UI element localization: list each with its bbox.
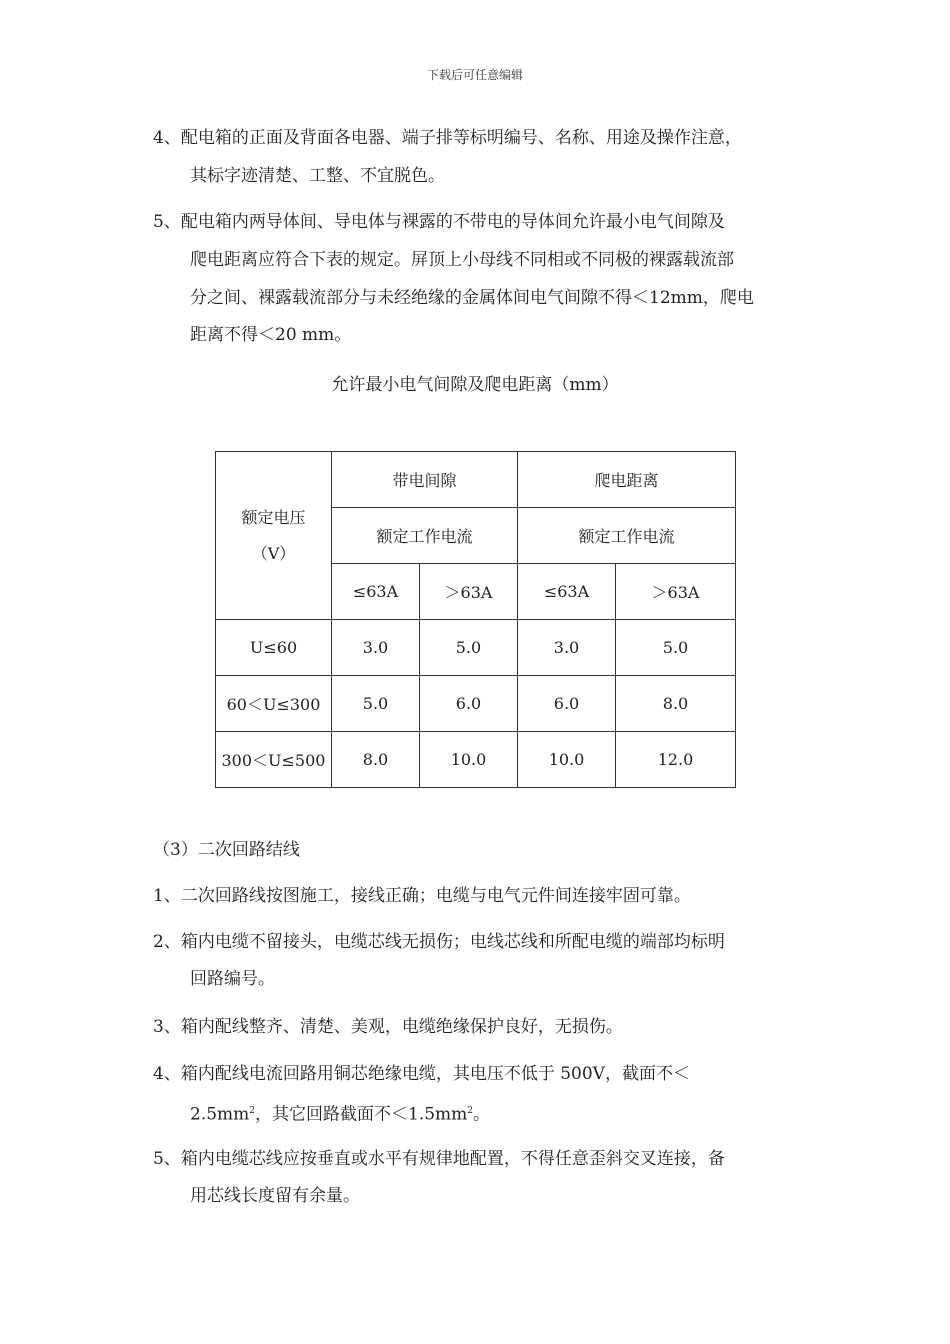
section-b-item2-line1: 2、箱内电缆不留接头，电缆芯线无损伤；电线芯线和所配电缆的端部均标明	[153, 932, 725, 952]
section-b-item4-line1: 4、箱内配线电流回路用铜芯绝缘电缆，其电压不低于 500V，截面不＜	[153, 1064, 690, 1084]
table-row	[216, 732, 736, 788]
section-b-item1: 1、二次回路线按图施工，接线正确；电缆与电气元件间连接牢固可靠。	[153, 886, 691, 906]
subheader-rated-current-2: 额定工作电流	[518, 508, 736, 564]
section-a-item5-line4: 距离不得＜20 mm。	[190, 325, 352, 345]
section-b-item4-text-a: 2.5mm	[190, 1104, 250, 1125]
voltage-cell: 300＜U≤500	[216, 732, 332, 788]
section-a-item4-line2: 其标字迹清楚、工整、不宜脱色。	[190, 166, 445, 186]
section-b-item3: 3、箱内配线整齐、清楚、美观，电缆绝缘保护良好，无损伤。	[153, 1017, 623, 1037]
value-cell: 5.0	[616, 620, 736, 676]
current-header: ＞63A	[616, 564, 736, 620]
section-a-item4-line1: 4、配电箱的正面及背面各电器、端子排等标明编号、名称、用途及操作注意，	[153, 128, 742, 148]
value-cell: 12.0	[616, 732, 736, 788]
group-header-creepage: 爬电距离	[518, 452, 736, 508]
page-header-note: 下载后可任意编辑	[426, 68, 523, 82]
section-b-item4-line2	[190, 1099, 490, 1127]
section-b-item4-text-b: ，其它回路截面不＜1.5mm	[255, 1104, 468, 1125]
rated-voltage-unit: （V）	[251, 543, 296, 563]
section-b-item4-text-c: 。	[473, 1104, 491, 1125]
section-b-item5-line1: 5、箱内电缆芯线应按垂直或水平有规律地配置，不得任意歪斜交叉连接，备	[153, 1149, 725, 1169]
value-cell: 6.0	[518, 676, 616, 732]
value-cell: 3.0	[518, 620, 616, 676]
section-a-item5-line3: 分之间、裸露载流部分与未经绝缘的金属体间电气间隙不得＜12mm，爬电	[190, 288, 754, 308]
voltage-cell: 60＜U≤300	[216, 676, 332, 732]
current-header: ＞63A	[420, 564, 518, 620]
value-cell: 8.0	[616, 676, 736, 732]
section-a-item5-line2: 爬电距离应符合下表的规定。屏顶上小母线不同相或不同极的裸露载流部	[190, 250, 734, 270]
table-caption: 允许最小电气间隙及爬电距离（mm）	[331, 375, 619, 395]
value-cell: 3.0	[332, 620, 420, 676]
value-cell: 10.0	[420, 732, 518, 788]
value-cell: 5.0	[420, 620, 518, 676]
section-b-item5-line2: 用芯线长度留有余量。	[190, 1186, 360, 1206]
clearance-table	[215, 451, 736, 788]
rated-voltage-header	[216, 452, 332, 620]
table-row	[216, 620, 736, 676]
superscript-2: 2	[249, 1106, 256, 1116]
table-row	[216, 676, 736, 732]
voltage-cell: U≤60	[216, 620, 332, 676]
value-cell: 8.0	[332, 732, 420, 788]
subheader-rated-current-1: 额定工作电流	[332, 508, 518, 564]
value-cell: 6.0	[420, 676, 518, 732]
value-cell: 5.0	[332, 676, 420, 732]
superscript-2: 2	[467, 1106, 474, 1116]
current-header: ≤63A	[332, 564, 420, 620]
current-header: ≤63A	[518, 564, 616, 620]
section-b-item2-line2: 回路编号。	[190, 969, 275, 989]
value-cell: 10.0	[518, 732, 616, 788]
section-b-heading: （3）二次回路结线	[153, 840, 300, 860]
group-header-clearance: 带电间隙	[332, 452, 518, 508]
rated-voltage-label: 额定电压	[241, 507, 306, 527]
section-a-item5-line1: 5、配电箱内两导体间、导电体与裸露的不带电的导体间允许最小电气间隙及	[153, 212, 725, 232]
